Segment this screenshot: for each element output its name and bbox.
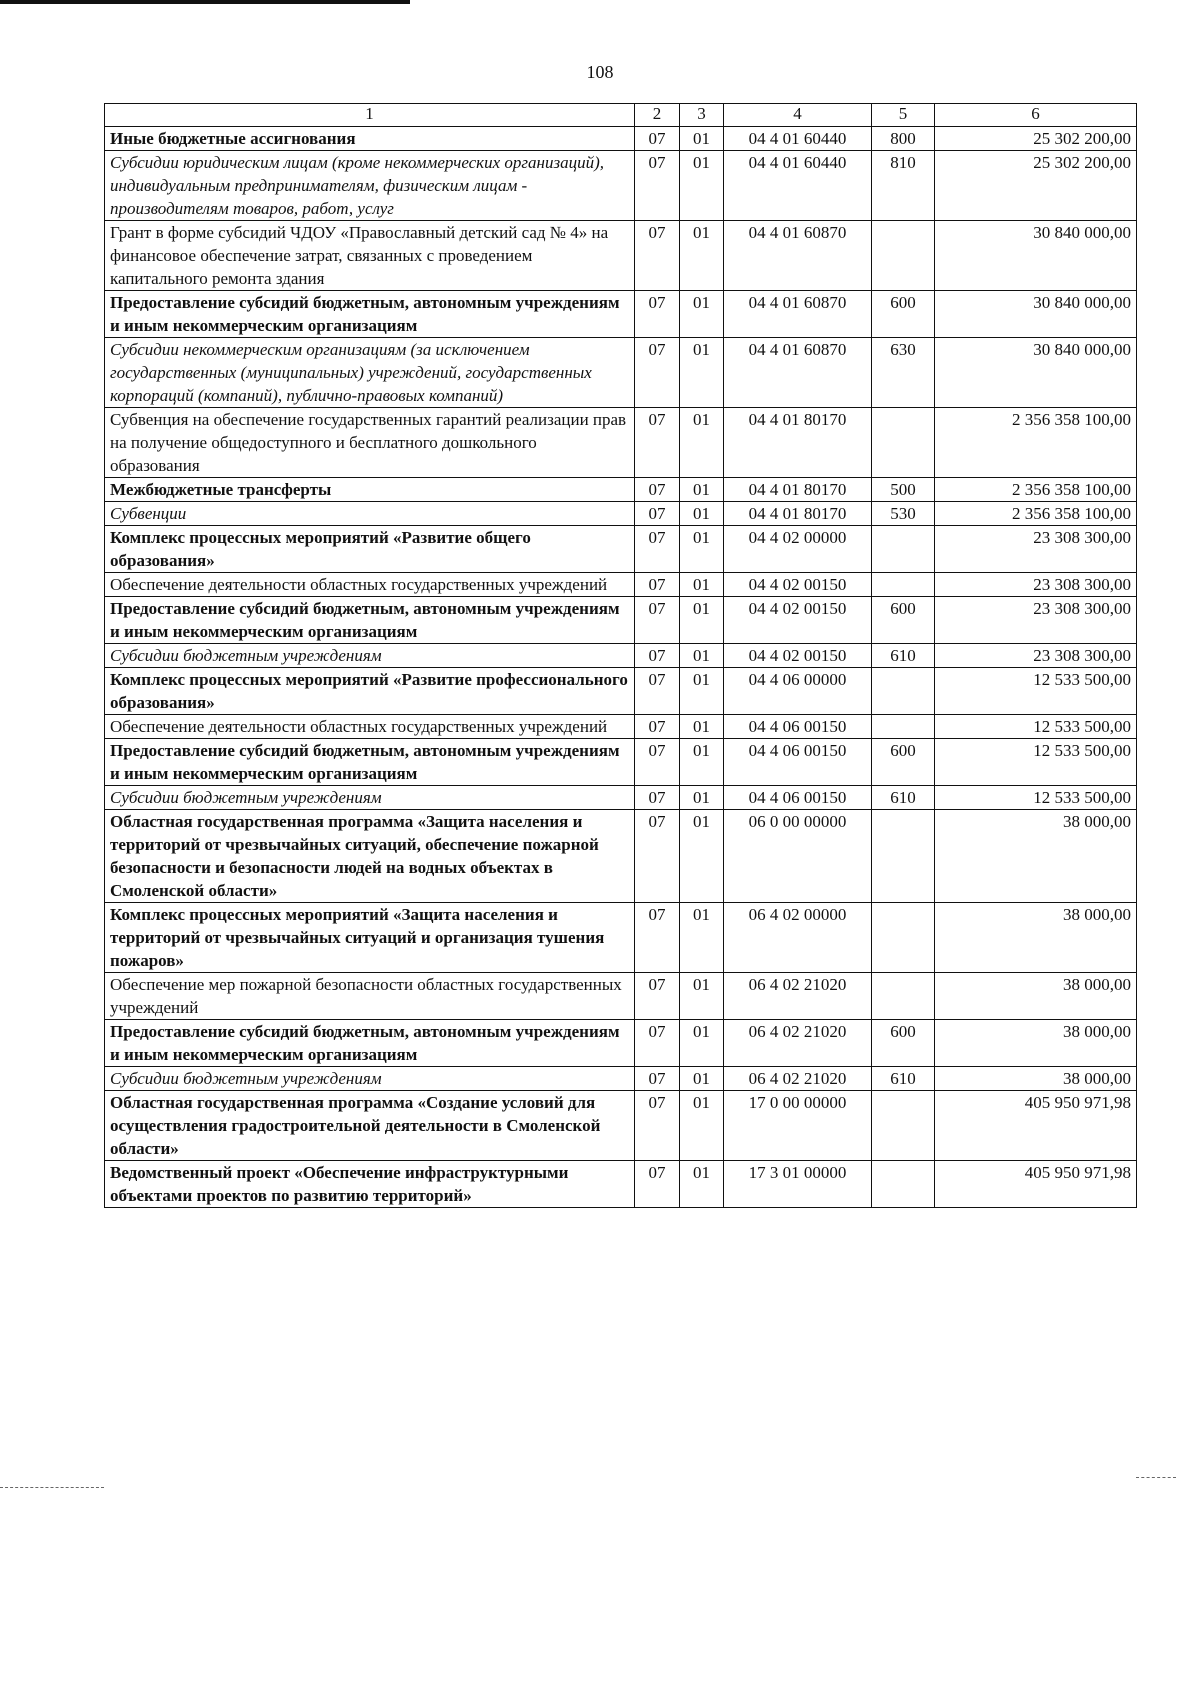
table-row	[105, 408, 1137, 478]
expense-type-cell	[872, 903, 935, 973]
subsection-code-cell: 01	[680, 668, 724, 715]
target-article-cell: 17 0 00 00000	[724, 1091, 872, 1161]
table-row	[105, 478, 1137, 502]
subsection-code-cell: 01	[680, 1067, 724, 1091]
table-row	[105, 1161, 1137, 1208]
expense-type-cell	[872, 973, 935, 1020]
expense-type-cell	[872, 573, 935, 597]
expense-type-cell: 610	[872, 644, 935, 668]
scan-artifact-line	[1136, 1477, 1176, 1479]
expense-type-cell: 600	[872, 291, 935, 338]
target-article-cell: 04 4 01 60870	[724, 338, 872, 408]
target-article-cell: 04 4 02 00000	[724, 526, 872, 573]
expense-type-cell	[872, 221, 935, 291]
subsection-code-cell: 01	[680, 478, 724, 502]
subsection-code-cell: 01	[680, 786, 724, 810]
amount-cell: 12 533 500,00	[935, 715, 1137, 739]
amount-cell: 12 533 500,00	[935, 786, 1137, 810]
amount-cell: 30 840 000,00	[935, 291, 1137, 338]
row-name-cell: Субсидии бюджетным учреждениям	[105, 786, 635, 810]
header-row	[105, 104, 1137, 127]
amount-cell: 405 950 971,98	[935, 1161, 1137, 1208]
expense-type-cell: 530	[872, 502, 935, 526]
row-name-cell: Предоставление субсидий бюджетным, автономным учреждениям и иным некоммерческим организациям	[105, 1020, 635, 1067]
expense-type-cell	[872, 1161, 935, 1208]
target-article-cell: 06 4 02 00000	[724, 903, 872, 973]
section-code-cell: 07	[635, 573, 680, 597]
section-code-cell: 07	[635, 786, 680, 810]
section-code-cell: 07	[635, 127, 680, 151]
table-row	[105, 786, 1137, 810]
expense-type-cell	[872, 526, 935, 573]
section-code-cell: 07	[635, 739, 680, 786]
expense-type-cell	[872, 810, 935, 903]
row-name-cell: Областная государственная программа «Защита населения и территорий от чрезвычайных ситуаций, обеспечение пожарной безопасности и безопасности людей на водных объектах в Смоленской области»	[105, 810, 635, 903]
row-name-cell: Обеспечение мер пожарной безопасности областных государственных учреждений	[105, 973, 635, 1020]
scan-edge-mark	[0, 0, 410, 4]
target-article-cell: 04 4 01 60440	[724, 151, 872, 221]
row-name-cell: Субсидии бюджетным учреждениям	[105, 644, 635, 668]
amount-cell: 38 000,00	[935, 1067, 1137, 1091]
section-code-cell: 07	[635, 810, 680, 903]
table-row	[105, 739, 1137, 786]
subsection-code-cell: 01	[680, 973, 724, 1020]
target-article-cell: 04 4 01 60870	[724, 221, 872, 291]
table-row	[105, 291, 1137, 338]
row-name-cell: Субсидии некоммерческим организациям (за исключением государственных (муниципальных) учреждений, государственных корпораций (компаний), публично-правовых компаний)	[105, 338, 635, 408]
section-code-cell: 07	[635, 291, 680, 338]
section-code-cell: 07	[635, 478, 680, 502]
expense-type-cell: 610	[872, 786, 935, 810]
table-body	[105, 127, 1137, 1208]
target-article-cell: 04 4 01 60440	[724, 127, 872, 151]
column-header: 6	[935, 104, 1137, 127]
subsection-code-cell: 01	[680, 573, 724, 597]
target-article-cell: 04 4 02 00150	[724, 644, 872, 668]
table-row	[105, 903, 1137, 973]
table-row	[105, 526, 1137, 573]
target-article-cell: 04 4 06 00150	[724, 715, 872, 739]
table-row	[105, 1067, 1137, 1091]
table-row	[105, 715, 1137, 739]
row-name-cell: Иные бюджетные ассигнования	[105, 127, 635, 151]
target-article-cell: 04 4 01 80170	[724, 408, 872, 478]
row-name-cell: Субвенции	[105, 502, 635, 526]
section-code-cell: 07	[635, 903, 680, 973]
row-name-cell: Предоставление субсидий бюджетным, автономным учреждениям и иным некоммерческим организациям	[105, 597, 635, 644]
row-name-cell: Субвенция на обеспечение государственных гарантий реализации прав на получение общедоступного и бесплатного дошкольного образования	[105, 408, 635, 478]
subsection-code-cell: 01	[680, 291, 724, 338]
table-row	[105, 668, 1137, 715]
row-name-cell: Межбюджетные трансферты	[105, 478, 635, 502]
target-article-cell: 04 4 06 00000	[724, 668, 872, 715]
expense-type-cell: 810	[872, 151, 935, 221]
section-code-cell: 07	[635, 221, 680, 291]
amount-cell: 2 356 358 100,00	[935, 502, 1137, 526]
amount-cell: 23 308 300,00	[935, 644, 1137, 668]
amount-cell: 2 356 358 100,00	[935, 408, 1137, 478]
subsection-code-cell: 01	[680, 338, 724, 408]
subsection-code-cell: 01	[680, 903, 724, 973]
section-code-cell: 07	[635, 1020, 680, 1067]
amount-cell: 38 000,00	[935, 903, 1137, 973]
row-name-cell: Комплекс процессных мероприятий «Защита населения и территорий от чрезвычайных ситуаций и организация тушения пожаров»	[105, 903, 635, 973]
target-article-cell: 04 4 01 60870	[724, 291, 872, 338]
amount-cell: 23 308 300,00	[935, 597, 1137, 644]
target-article-cell: 06 0 00 00000	[724, 810, 872, 903]
expense-type-cell: 500	[872, 478, 935, 502]
column-header: 3	[680, 104, 724, 127]
column-header: 4	[724, 104, 872, 127]
amount-cell: 38 000,00	[935, 810, 1137, 903]
section-code-cell: 07	[635, 644, 680, 668]
target-article-cell: 04 4 01 80170	[724, 478, 872, 502]
subsection-code-cell: 01	[680, 715, 724, 739]
target-article-cell: 06 4 02 21020	[724, 1020, 872, 1067]
row-name-cell: Обеспечение деятельности областных государственных учреждений	[105, 715, 635, 739]
subsection-code-cell: 01	[680, 408, 724, 478]
table-row	[105, 644, 1137, 668]
target-article-cell: 06 4 02 21020	[724, 1067, 872, 1091]
subsection-code-cell: 01	[680, 502, 724, 526]
expense-type-cell: 600	[872, 1020, 935, 1067]
expense-type-cell: 630	[872, 338, 935, 408]
row-name-cell: Комплекс процессных мероприятий «Развитие общего образования»	[105, 526, 635, 573]
column-header: 1	[105, 104, 635, 127]
subsection-code-cell: 01	[680, 739, 724, 786]
subsection-code-cell: 01	[680, 644, 724, 668]
table-row	[105, 127, 1137, 151]
expense-type-cell: 600	[872, 597, 935, 644]
budget-table	[104, 103, 1137, 1208]
row-name-cell: Грант в форме субсидий ЧДОУ «Православный детский сад № 4» на финансовое обеспечение затрат, связанных с проведением капитального ремонта здания	[105, 221, 635, 291]
subsection-code-cell: 01	[680, 1020, 724, 1067]
amount-cell: 2 356 358 100,00	[935, 478, 1137, 502]
table-row	[105, 221, 1137, 291]
target-article-cell: 04 4 02 00150	[724, 573, 872, 597]
subsection-code-cell: 01	[680, 221, 724, 291]
column-header: 2	[635, 104, 680, 127]
subsection-code-cell: 01	[680, 597, 724, 644]
row-name-cell: Ведомственный проект «Обеспечение инфраструктурными объектами проектов по развитию территорий»	[105, 1161, 635, 1208]
section-code-cell: 07	[635, 1161, 680, 1208]
row-name-cell: Субсидии бюджетным учреждениям	[105, 1067, 635, 1091]
subsection-code-cell: 01	[680, 810, 724, 903]
subsection-code-cell: 01	[680, 127, 724, 151]
section-code-cell: 07	[635, 338, 680, 408]
amount-cell: 405 950 971,98	[935, 1091, 1137, 1161]
table-row	[105, 338, 1137, 408]
subsection-code-cell: 01	[680, 1091, 724, 1161]
expense-type-cell	[872, 715, 935, 739]
target-article-cell: 17 3 01 00000	[724, 1161, 872, 1208]
subsection-code-cell: 01	[680, 151, 724, 221]
target-article-cell: 04 4 06 00150	[724, 786, 872, 810]
target-article-cell: 04 4 06 00150	[724, 739, 872, 786]
expense-type-cell	[872, 668, 935, 715]
expense-type-cell: 800	[872, 127, 935, 151]
target-article-cell: 06 4 02 21020	[724, 973, 872, 1020]
expense-type-cell: 600	[872, 739, 935, 786]
table-row	[105, 151, 1137, 221]
section-code-cell: 07	[635, 597, 680, 644]
amount-cell: 38 000,00	[935, 973, 1137, 1020]
section-code-cell: 07	[635, 715, 680, 739]
amount-cell: 23 308 300,00	[935, 526, 1137, 573]
amount-cell: 12 533 500,00	[935, 739, 1137, 786]
row-name-cell: Предоставление субсидий бюджетным, автономным учреждениям и иным некоммерческим организациям	[105, 291, 635, 338]
row-name-cell: Областная государственная программа «Создание условий для осуществления градостроительной деятельности в Смоленской области»	[105, 1091, 635, 1161]
row-name-cell: Субсидии юридическим лицам (кроме некоммерческих организаций), индивидуальным предпринимателям, физическим лицам - производителям товаров, работ, услуг	[105, 151, 635, 221]
section-code-cell: 07	[635, 151, 680, 221]
amount-cell: 38 000,00	[935, 1020, 1137, 1067]
amount-cell: 30 840 000,00	[935, 338, 1137, 408]
section-code-cell: 07	[635, 502, 680, 526]
amount-cell: 25 302 200,00	[935, 127, 1137, 151]
subsection-code-cell: 01	[680, 526, 724, 573]
subsection-code-cell: 01	[680, 1161, 724, 1208]
amount-cell: 12 533 500,00	[935, 668, 1137, 715]
expense-type-cell: 610	[872, 1067, 935, 1091]
expense-type-cell	[872, 1091, 935, 1161]
table-row	[105, 1091, 1137, 1161]
section-code-cell: 07	[635, 1067, 680, 1091]
expense-type-cell	[872, 408, 935, 478]
section-code-cell: 07	[635, 1091, 680, 1161]
amount-cell: 23 308 300,00	[935, 573, 1137, 597]
section-code-cell: 07	[635, 526, 680, 573]
amount-cell: 25 302 200,00	[935, 151, 1137, 221]
section-code-cell: 07	[635, 408, 680, 478]
amount-cell: 30 840 000,00	[935, 221, 1137, 291]
row-name-cell: Обеспечение деятельности областных государственных учреждений	[105, 573, 635, 597]
section-code-cell: 07	[635, 668, 680, 715]
table-row	[105, 973, 1137, 1020]
column-header: 5	[872, 104, 935, 127]
table-row	[105, 1020, 1137, 1067]
section-code-cell: 07	[635, 973, 680, 1020]
scan-artifact-line	[0, 1487, 104, 1489]
target-article-cell: 04 4 01 80170	[724, 502, 872, 526]
row-name-cell: Комплекс процессных мероприятий «Развитие профессионального образования»	[105, 668, 635, 715]
page-number: 108	[586, 62, 614, 82]
target-article-cell: 04 4 02 00150	[724, 597, 872, 644]
row-name-cell: Предоставление субсидий бюджетным, автономным учреждениям и иным некоммерческим организациям	[105, 739, 635, 786]
table-row	[105, 597, 1137, 644]
table-row	[105, 502, 1137, 526]
table-row	[105, 573, 1137, 597]
table-row	[105, 810, 1137, 903]
